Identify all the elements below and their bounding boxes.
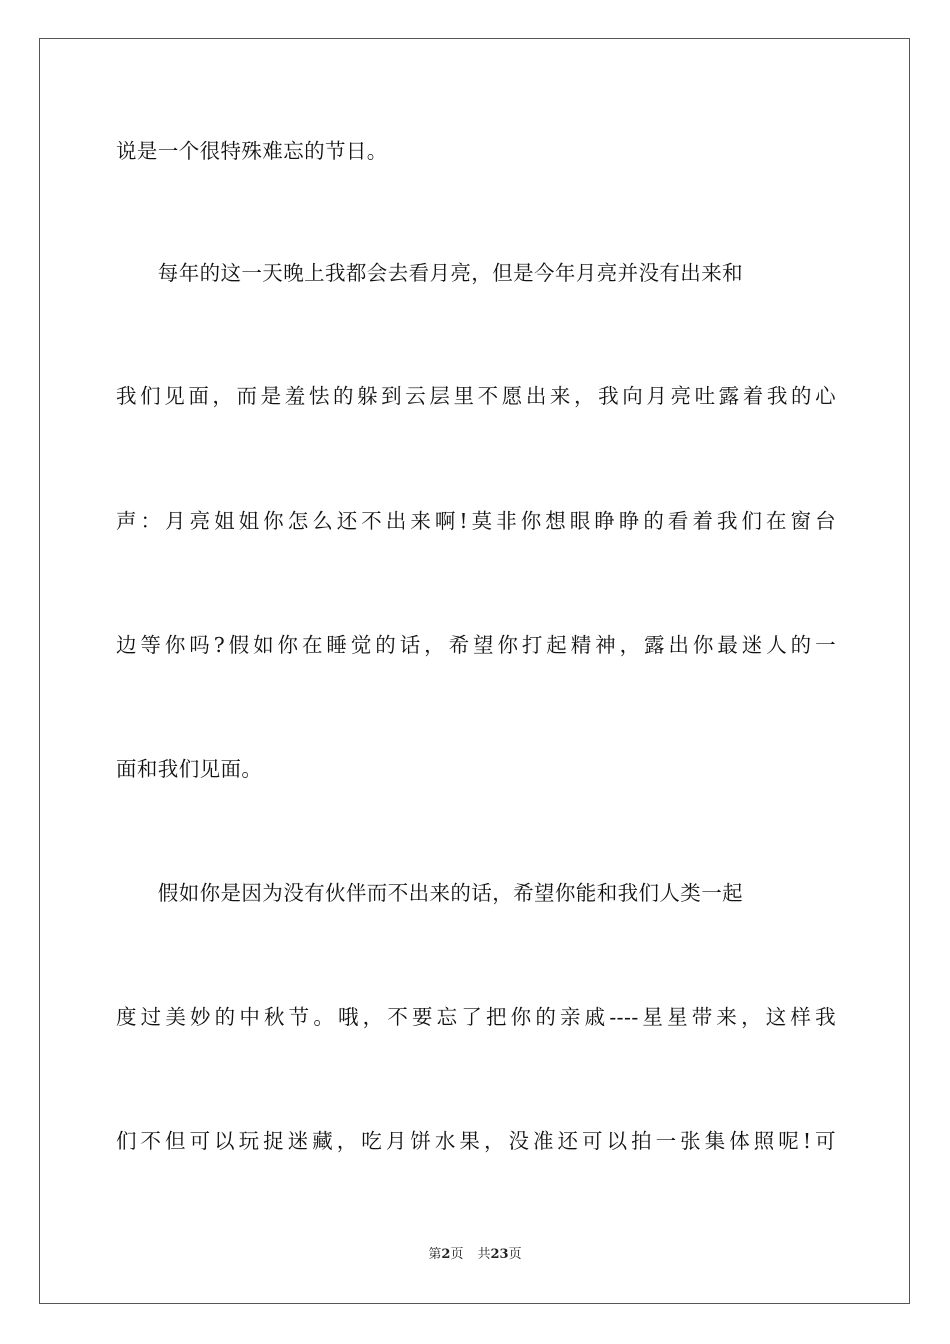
text-line-8: 度过美妙的中秋节。哦，不要忘了把你的亲戚----星星带来，这样我 — [116, 1005, 836, 1029]
text-line-2: 每年的这一天晚上我都会去看月亮，但是今年月亮并没有出来和 — [116, 261, 743, 285]
text-line-7: 假如你是因为没有伙伴而不出来的话，希望你能和我们人类一起 — [116, 881, 743, 905]
text-line-5: 边等你吗?假如你在睡觉的话，希望你打起精神，露出你最迷人的一 — [116, 633, 836, 657]
total-prefix: 共 — [477, 1247, 491, 1262]
text-line-3: 我们见面，而是羞怯的躲到云层里不愿出来，我向月亮吐露着我的心 — [116, 384, 836, 408]
text-line-1: 说是一个很特殊难忘的节日。 — [116, 139, 388, 163]
total-pages: 23 — [490, 1247, 509, 1262]
page-suffix: 页 — [450, 1247, 464, 1262]
text-line-4: 声：月亮姐姐你怎么还不出来啊!莫非你想眼睁睁的看着我们在窗台 — [116, 509, 836, 533]
page-prefix: 第 — [428, 1247, 442, 1262]
page-number: 2 — [441, 1247, 451, 1262]
page-footer — [0, 1246, 950, 1264]
text-line-9: 们不但可以玩捉迷藏，吃月饼水果，没准还可以拍一张集体照呢!可 — [116, 1129, 836, 1153]
page-border — [39, 38, 910, 1304]
total-suffix: 页 — [508, 1247, 522, 1262]
text-line-6: 面和我们见面。 — [116, 757, 263, 781]
